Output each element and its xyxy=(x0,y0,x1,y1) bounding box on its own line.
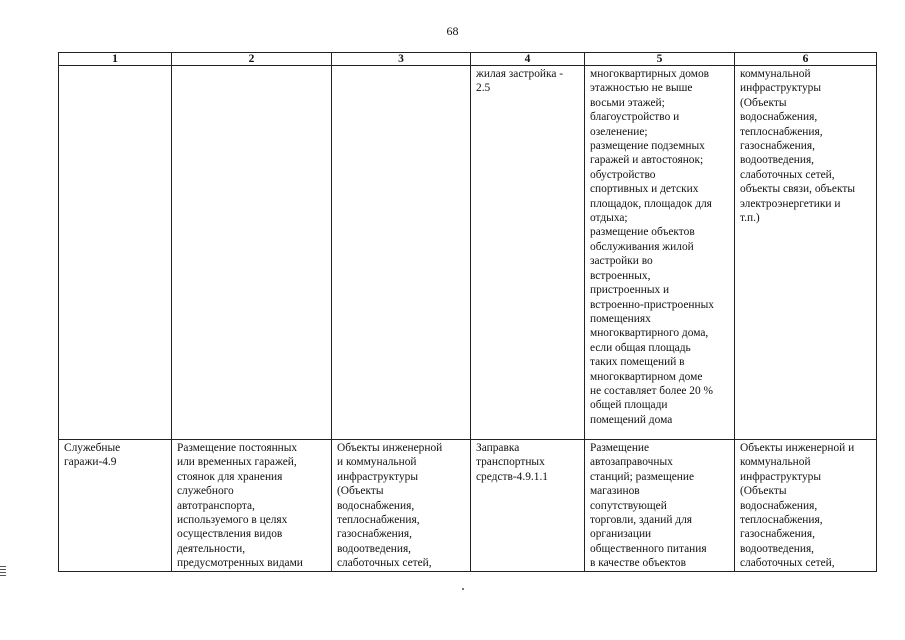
cell-text: Размещение автозаправочных станций; размещение магазинов сопутствующей торговли, зданий для организации общественного питания в качестве объектов xyxy=(590,442,707,570)
table-cell xyxy=(735,440,877,572)
cell-text: Размещение постоянных или временных гаражей, стоянок для хранения служебного автотранспорта, используемого в целях осуществления видов деятельности, предусмотренных видами xyxy=(177,442,303,570)
table-cell xyxy=(59,440,172,572)
cell-text: Служебные гаражи-4.9 xyxy=(64,442,121,469)
column-header: 1 xyxy=(59,53,172,66)
cell-text: Заправка транспортных средств-4.9.1.1 xyxy=(476,442,548,483)
cell-text: Объекты инженерной и коммунальной инфраструктуры (Объекты водоснабжения, теплоснабжения, газоснабжения, водоотведения, слаботочных сетей, xyxy=(337,442,443,570)
table-cell xyxy=(172,66,332,440)
table-cell xyxy=(332,440,471,572)
table-cell xyxy=(471,66,585,440)
table-cell xyxy=(332,66,471,440)
table-cell xyxy=(471,440,585,572)
cell-text: жилая застройка - 2.5 xyxy=(476,68,564,95)
regulations-table xyxy=(58,52,877,572)
scan-dot xyxy=(462,588,464,590)
column-header: 2 xyxy=(172,53,332,66)
cell-text: многоквартирных домов этажностью не выше восьми этажей; благоустройство и озеленение; размещение подземных гаражей и автостоянок; обустройство спортивных и детских площадок, площадок для отдыха; размещение объектов обслуживания жилой застройки во встроенных, пристроенных и встроенно-пристроенных помещениях многоквартирного дома, если общая площадь таких помещений в многоквартирном доме не составляет более 20 % общей площади помещений дома xyxy=(590,68,714,426)
column-header: 4 xyxy=(471,53,585,66)
cell-text: коммунальной инфраструктуры (Объекты водоснабжения, теплоснабжения, газоснабжения, водоотведения, слаботочных сетей, объекты связи, объекты электроэнергетики и т.п.) xyxy=(740,68,855,225)
column-header: 3 xyxy=(332,53,471,66)
table-cell xyxy=(585,440,735,572)
cell-text: Объекты инженерной и коммунальной инфраструктуры (Объекты водоснабжения, теплоснабжения, газоснабжения, водоотведения, слаботочных сетей, xyxy=(740,442,855,570)
table-row xyxy=(59,440,877,572)
table-cell xyxy=(172,440,332,572)
column-header: 6 xyxy=(735,53,877,66)
scan-margin-mark xyxy=(0,566,6,578)
table-cell xyxy=(735,66,877,440)
table-cell xyxy=(59,66,172,440)
column-header: 5 xyxy=(585,53,735,66)
table-header-row xyxy=(59,53,877,66)
table-cell xyxy=(585,66,735,440)
table-row xyxy=(59,66,877,440)
page-number: 68 xyxy=(446,24,459,38)
